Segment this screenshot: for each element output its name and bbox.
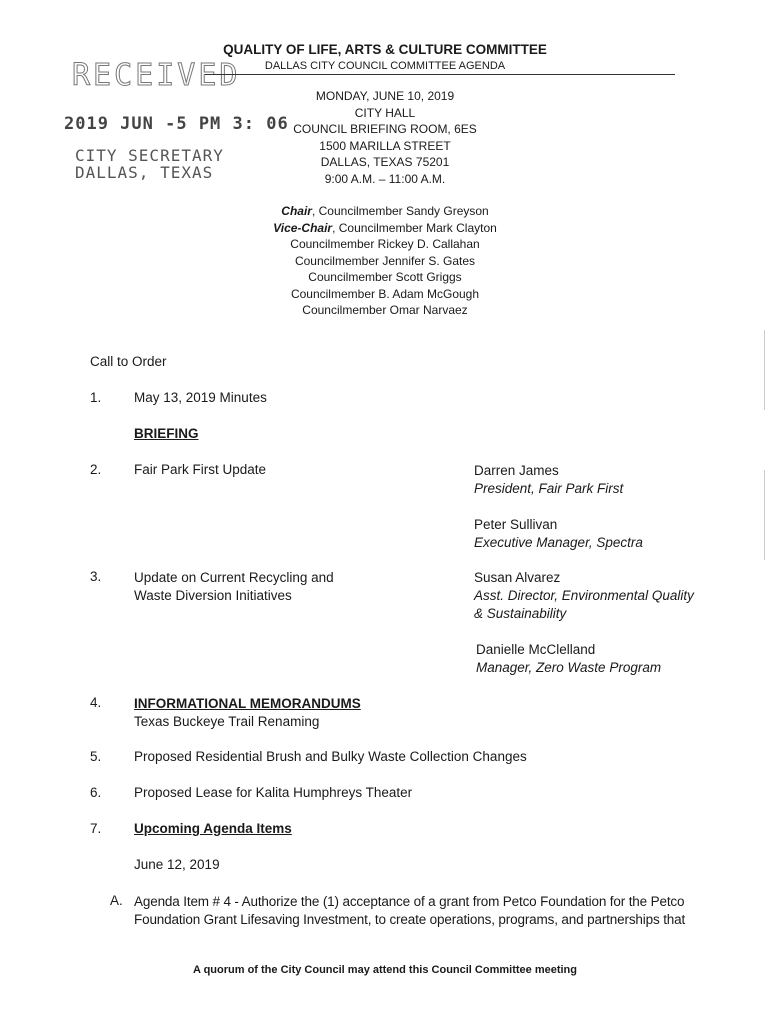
scan-artifact	[764, 470, 765, 560]
presenter-title: Executive Manager, Spectra	[474, 535, 643, 550]
item-kalita-lease: Proposed Lease for Kalita Humphreys Theater	[134, 785, 413, 800]
call-to-order: Call to Order	[90, 354, 167, 369]
committee-members	[0, 203, 770, 319]
vice-chair-name: , Councilmember Mark Clayton	[332, 220, 497, 235]
item-brush-waste: Proposed Residential Brush and Bulky Waste Collection Changes	[134, 749, 527, 764]
stamp-date: 2019 JUN -5 PM 3: 06	[64, 114, 289, 134]
presenter	[474, 516, 643, 552]
member: Councilmember Jennifer S. Gates	[294, 253, 476, 268]
presenter-name: Darren James	[474, 463, 559, 478]
upcoming-date: June 12, 2019	[134, 857, 220, 872]
chair-line	[0, 203, 770, 220]
presenter	[474, 569, 694, 623]
meeting-city: DALLAS, TEXAS 75201	[320, 155, 450, 169]
vice-chair-line	[0, 220, 770, 237]
item-recycling-line1: Update on Current Recycling and	[134, 570, 334, 585]
presenter-title: Asst. Director, Environmental Quality	[474, 588, 694, 603]
member: Councilmember B. Adam McGough	[290, 286, 480, 301]
meeting-time: 9:00 A.M. – 11:00 A.M.	[324, 171, 446, 186]
sub-item-petco-line1: Agenda Item # 4 - Authorize the (1) acceptance of a grant from Petco Foundation for the Petco	[134, 894, 685, 909]
chair-role: Chair	[281, 204, 312, 218]
presenter-title-cont: & Sustainability	[474, 606, 567, 621]
item-number: 3.	[90, 569, 102, 584]
agenda-subtitle: DALLAS CITY COUNCIL COMMITTEE AGENDA	[264, 60, 506, 72]
meeting-date: MONDAY, JUNE 10, 2019	[315, 89, 455, 103]
chair-name: , Councilmember Sandy Greyson	[311, 204, 489, 218]
presenter-title: Manager, Zero Waste Program	[476, 660, 662, 675]
item-minutes: May 13, 2019 Minutes	[134, 390, 267, 405]
item-recycling-line2: Waste Diversion Initiatives	[134, 588, 292, 603]
member: Councilmember Rickey D. Callahan	[290, 237, 480, 251]
presenter-name: Susan Alvarez	[474, 570, 561, 585]
item-number: 6.	[90, 785, 102, 800]
sub-item-petco	[134, 893, 686, 929]
stamp-office-line2: DALLAS, TEXAS	[75, 163, 214, 182]
item-number: 7.	[90, 821, 102, 836]
presenter-name: Danielle McClelland	[476, 642, 596, 657]
committee-title: QUALITY OF LIFE, ARTS & CULTURE COMMITTEE	[223, 42, 547, 57]
briefing-heading: BRIEFING	[134, 426, 199, 441]
item-fair-park: Fair Park First Update	[134, 462, 267, 477]
meeting-room: COUNCIL BRIEFING ROOM, 6ES	[293, 122, 477, 136]
upcoming-items-heading: Upcoming Agenda Items	[134, 821, 292, 836]
sub-item-petco-line2: Foundation Grant Lifesaving Investment, to create operations, programs, and partnerships that	[134, 912, 686, 927]
vice-chair-role: Vice-Chair	[273, 220, 333, 235]
meeting-place: CITY HALL	[354, 105, 416, 120]
received-stamp: RECEIVED	[72, 58, 241, 93]
item-number: 2.	[90, 462, 102, 477]
quorum-notice: A quorum of the City Council may attend this Council Committee meeting	[192, 964, 577, 976]
meeting-street: 1500 MARILLA STREET	[319, 138, 451, 153]
stamp-office-line1: CITY SECRETARY	[75, 146, 224, 165]
item-number: 1.	[90, 390, 102, 405]
presenter-name: Peter Sullivan	[474, 517, 558, 532]
item-number: 4.	[90, 695, 102, 710]
sub-item-label: A.	[110, 893, 123, 908]
item-number: 5.	[90, 749, 102, 764]
presenter	[476, 641, 661, 677]
meeting-info	[0, 88, 770, 187]
presenter	[474, 462, 623, 498]
memorandums-heading: INFORMATIONAL MEMORANDUMS	[134, 696, 361, 711]
header-divider	[205, 74, 675, 75]
memorandum-buckeye: Texas Buckeye Trail Renaming	[134, 714, 320, 729]
scan-artifact	[764, 330, 765, 410]
item-recycling	[134, 569, 334, 605]
member: Councilmember Scott Griggs	[308, 270, 462, 284]
item-memorandums	[134, 695, 361, 731]
presenter-title: President, Fair Park First	[474, 481, 624, 496]
member: Councilmember Omar Narvaez	[302, 303, 468, 317]
